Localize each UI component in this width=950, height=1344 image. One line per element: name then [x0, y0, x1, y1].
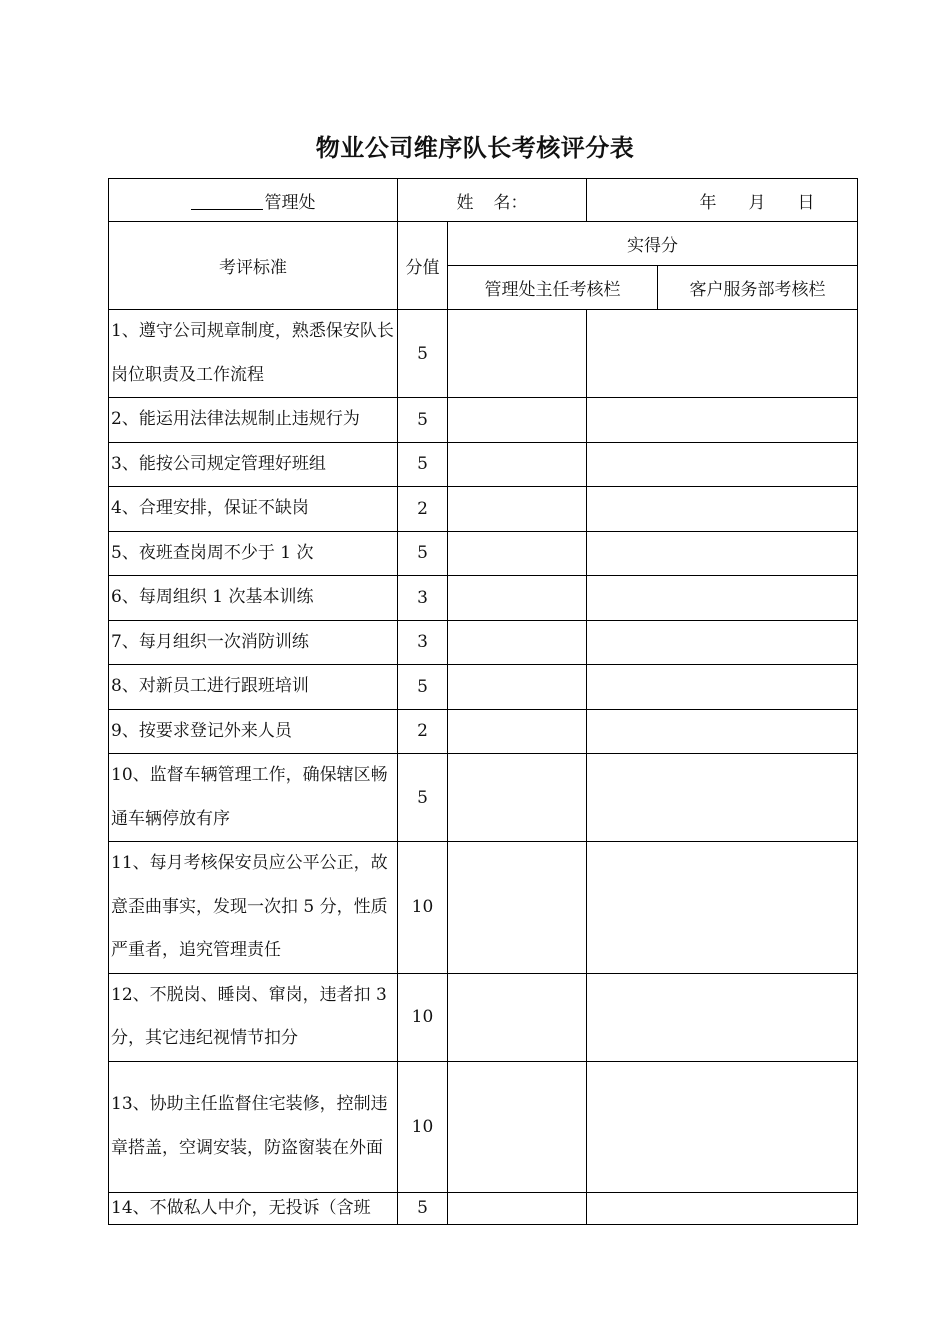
table-row: [109, 973, 858, 1061]
criteria-cell: 11、每月考核保安员应公平公正，故意歪曲事实，发现一次扣 5 分，性质严重者，追究管理责任: [109, 842, 398, 974]
score-cell: 10: [398, 973, 448, 1061]
table-row: [109, 576, 858, 621]
manager-score-cell[interactable]: [448, 709, 587, 754]
score-header: 分值: [398, 222, 448, 310]
manager-score-cell[interactable]: [448, 665, 587, 710]
customer-score-cell[interactable]: [587, 1192, 858, 1224]
manager-score-cell[interactable]: [448, 1061, 587, 1192]
manager-score-cell[interactable]: [448, 973, 587, 1061]
criteria-cell: 12、不脱岗、睡岗、窜岗，违者扣 3 分，其它违纪视情节扣分: [109, 973, 398, 1061]
criteria-cell: 5、夜班查岗周不少于 1 次: [109, 531, 398, 576]
score-cell: 5: [398, 398, 448, 443]
criteria-header: 考评标准: [109, 222, 398, 310]
score-cell: 3: [398, 620, 448, 665]
criteria-cell: 8、对新员工进行跟班培训: [109, 665, 398, 710]
month-label: 月: [748, 192, 766, 213]
manager-score-cell[interactable]: [448, 442, 587, 487]
criteria-cell: 14、不做私人中介，无投诉（含班: [109, 1192, 398, 1224]
customer-score-cell[interactable]: [587, 310, 858, 398]
manager-score-cell[interactable]: [448, 754, 587, 842]
criteria-cell: 13、协助主任监督住宅装修，控制违章搭盖，空调安装，防盗窗装在外面: [109, 1061, 398, 1192]
customer-score-cell[interactable]: [587, 442, 858, 487]
customer-score-cell[interactable]: [587, 398, 858, 443]
name-cell: [398, 179, 587, 222]
manager-score-cell[interactable]: [448, 620, 587, 665]
table-row: [109, 487, 858, 532]
customer-score-cell[interactable]: [587, 709, 858, 754]
criteria-cell: 7、每月组织一次消防训练: [109, 620, 398, 665]
table-row: [109, 1061, 858, 1192]
table-row: [109, 754, 858, 842]
customer-column-header: 客户服务部考核栏: [658, 266, 858, 310]
score-cell: 5: [398, 1192, 448, 1224]
manager-score-cell[interactable]: [448, 1192, 587, 1224]
score-cell: 10: [398, 842, 448, 974]
score-cell: 3: [398, 576, 448, 621]
criteria-cell: 1、遵守公司规章制度，熟悉保安队长岗位职责及工作流程: [109, 310, 398, 398]
table-row: [109, 665, 858, 710]
customer-score-cell[interactable]: [587, 531, 858, 576]
department-cell: [109, 179, 398, 222]
day-label: 日: [797, 192, 815, 213]
criteria-cell: 2、能运用法律法规制止违规行为: [109, 398, 398, 443]
table-row: [109, 531, 858, 576]
score-cell: 5: [398, 665, 448, 710]
criteria-cell: 3、能按公司规定管理好班组: [109, 442, 398, 487]
table-row: [109, 442, 858, 487]
department-blank[interactable]: [191, 193, 263, 210]
customer-score-cell[interactable]: [587, 576, 858, 621]
department-label: 管理处: [264, 192, 316, 213]
assessment-table: [108, 178, 858, 1225]
customer-score-cell[interactable]: [587, 842, 858, 974]
criteria-cell: 6、每周组织 1 次基本训练: [109, 576, 398, 621]
criteria-cell: 10、监督车辆管理工作，确保辖区畅通车辆停放有序: [109, 754, 398, 842]
customer-score-cell[interactable]: [587, 754, 858, 842]
score-cell: 10: [398, 1061, 448, 1192]
table-row: [109, 310, 858, 398]
manager-score-cell[interactable]: [448, 842, 587, 974]
table-row: [109, 1192, 858, 1224]
manager-score-cell[interactable]: [448, 310, 587, 398]
header-row: [109, 179, 858, 222]
score-cell: 5: [398, 531, 448, 576]
name-label-b: 名：: [493, 192, 528, 213]
criteria-cell: 4、合理安排，保证不缺岗: [109, 487, 398, 532]
table-row: [109, 842, 858, 974]
score-cell: 2: [398, 709, 448, 754]
criteria-cell: 9、按要求登记外来人员: [109, 709, 398, 754]
date-cell: [587, 179, 858, 222]
manager-score-cell[interactable]: [448, 487, 587, 532]
name-label-a: 姓: [456, 192, 474, 213]
manager-score-cell[interactable]: [448, 576, 587, 621]
manager-column-header: 管理处主任考核栏: [448, 266, 658, 310]
score-cell: 5: [398, 310, 448, 398]
score-cell: 5: [398, 754, 448, 842]
year-label: 年: [699, 192, 717, 213]
actual-score-header: 实得分: [448, 222, 858, 266]
page-title: 物业公司维序队长考核评分表: [315, 134, 635, 162]
table-row: [109, 620, 858, 665]
manager-score-cell[interactable]: [448, 398, 587, 443]
customer-score-cell[interactable]: [587, 665, 858, 710]
customer-score-cell[interactable]: [587, 487, 858, 532]
score-cell: 5: [398, 442, 448, 487]
customer-score-cell[interactable]: [587, 1061, 858, 1192]
table-row: [109, 398, 858, 443]
manager-score-cell[interactable]: [448, 531, 587, 576]
table-row: [109, 709, 858, 754]
score-cell: 2: [398, 487, 448, 532]
customer-score-cell[interactable]: [587, 973, 858, 1061]
customer-score-cell[interactable]: [587, 620, 858, 665]
